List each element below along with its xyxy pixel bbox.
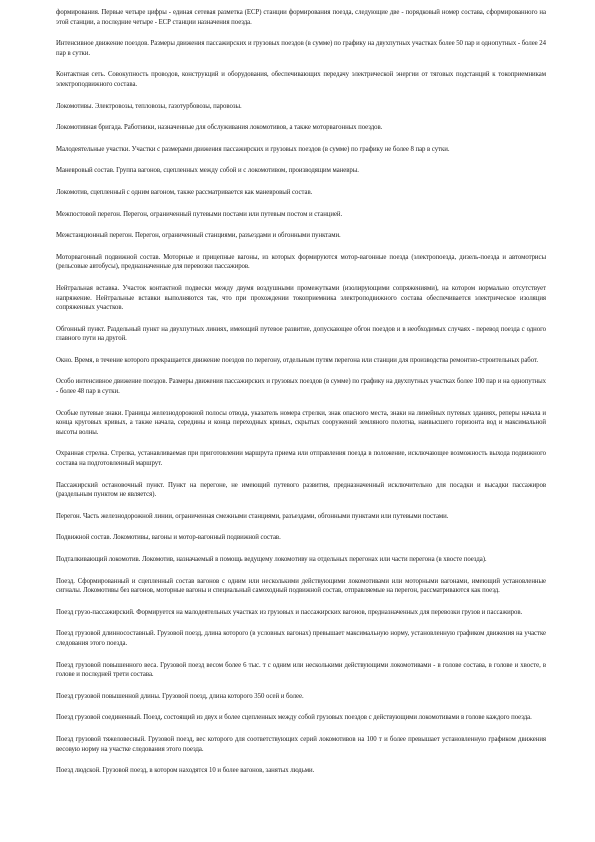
paragraph: Пассажирский остановочный пункт. Пункт на перегоне, не имеющий путевого развития, предназначенный исключительно для посадки и высадки пассажиров (раздельным пунктом не является). [56,481,546,499]
paragraph: Поезд грузовой повышенной длины. Грузовой поезд, длина которого 350 осей и более. [56,692,304,700]
paragraph: Поезд грузовой повышенного веса. Грузовой поезд весом более 6 тыс. т с одним или несколькими действующими локомотивами - в голове состава, в голове и хвосте, в голове и последней трети состава. [56,661,546,679]
paragraph: Интенсивное движение поездов. Размеры движения пассажирских и грузовых поездов (в сумме) по графику на двухпутных участках более 50 пар и однопутных - более 24 пар в сутки. [56,40,546,57]
paragraph: Локомотивная бригада. Работники, назначенные для обслуживания локомотивов, а также моторвагонных поездов. [56,124,383,132]
paragraph: Поезд. Сформированный и сцепленный состав вагонов с одним или несколькими действующими локомотивами или моторными вагонами, имеющий установленные сигналы. Локомотивы без вагонов, моторные вагоны и специальный самоходный подвижной состав, отправляемые на перегон, рассматриваются как поезд. [56,577,546,595]
paragraph: Поезд грузовой тяжеловесный. Грузовой поезд, вес которого для соответствующих серий локомотивов на 100 т и более превышает установленную графиком движения весовую норму на участке следования этого поезда. [56,735,546,753]
paragraph: Перегон. Часть железнодорожной линии, ограниченная смежными станциями, разъездами, обгонными пунктами или путевыми постами. [56,512,449,520]
paragraph: Поезд грузо-пассажирский. Формируется на малодеятельных участках из грузовых и пассажирских вагонов, предназначенных для перевозки грузов и пассажиров. [56,608,523,616]
paragraph: Контактная сеть. Совокупность проводов, конструкций и оборудования, обеспечивающих передачу электрической энергии от тяговых подстанций к токоприемникам электроподвижного состава. [56,71,546,88]
paragraph: Малодеятельные участки. Участки с размерами движения пассажирских и грузовых поездов (в сумме) по графику не более 8 пар в сутки. [56,145,450,153]
document-body [56,8,546,788]
paragraph: Межстанционный перегон. Перегон, ограниченный станциями, разъездами и обгонными пунктами. [56,232,341,240]
paragraph: Подталкивающий локомотив. Локомотив, назначаемый в помощь ведущему локомотиву на отдельных перегонах или части перегона (в хвосте поезда). [56,556,487,563]
paragraph: Поезд грузовой соединенный. Поезд, состоящий из двух и более сцепленных между собой грузовых поездов с действующими локомотивами в голове каждого поезда. [56,714,532,722]
paragraph: Локомотив, сцепленный с одним вагоном, также рассматривается как маневровый состав. [56,188,313,196]
paragraph: Особо интенсивное движение поездов. Размеры движения пассажирских и грузовых поездов (в сумме) по графику на двухпутных участках более 100 пар и на однопутных - более 48 пар в сутки. [56,378,546,396]
paragraph: Нейтральная вставка. Участок контактной подвески между двумя воздушными промежутками (изолирующими сопряжениями), на котором нормально отсутствует напряжение. Нейтральные вставки выполняются так, что при прохождении токоприемника электроподвижного состава обеспечивается электрическое изоляция сопряженных участков. [56,284,546,312]
paragraph: Особые путевые знаки. Границы железнодорожной полосы отвода, указатель номера стрелки, знак опасного места, знаки на линейных путевых зданиях, реперы начала и конца круговых кривых, а также начала, середины и конца переходных кривых, скрытых сооружений земляного полотна, наивысшего горизонта вод и максимальной высоты волны. [56,409,546,436]
paragraph: Поезд людской. Грузовой поезд, в котором находятся 10 и более вагонов, занятых людьми. [56,767,315,775]
paragraph: Маневровый состав. Группа вагонов, сцепленных между собой и с локомотивом, производящим маневры. [56,167,359,175]
paragraph: Подвижной состав. Локомотивы, вагоны и мотор-вагонный подвижной состав. [56,534,281,542]
paragraph: Окно. Время, в течение которого прекращается движение поездов по перегону, отдельным путям перегона или станции для производства ремонтно-строительных работ. [56,356,539,364]
paragraph: Обгонный пункт. Раздельный пункт на двухпутных линиях, имеющий путевое развитие, допускающее обгон поездов и в необходимых случаях - перевод поезда с одного главного пути на другой. [56,325,546,343]
paragraph: Межпостовой перегон. Перегон, ограниченный путевыми постами или путевым постом и станцией. [56,210,343,218]
paragraph: формирования. Первые четыре цифры - единая сетевая разметка (ЕСР) станции формирования поезда, следующие две - порядковый номер состава, сформированного на этой станции, а последние четыре - ЕСР станции назначения поезда. [56,9,546,26]
paragraph: Моторвагонный подвижной состав. Моторные и прицепные вагоны, из которых формируются мотор-вагонные поезда (электропоезда, дизель-поезда и автомотрисы (рельсовые автобусы), предназначенные для перевозки пассажиров. [56,253,546,271]
paragraph: Локомотивы. Электровозы, тепловозы, газотурбовозы, паровозы. [56,102,242,110]
paragraph: Поезд грузовой длинносоставный. Грузовой поезд, длина которого (в условных вагонах) превышает максимальную норму, установленную графиком движения на участке следования этого поезда. [56,630,546,647]
paragraph: Охранная стрелка. Стрелка, устанавливаемая при приготовлении маршрута приема или отправления поезда в положение, исключающее возможность выхода подвижного состава на подготовленный маршрут. [56,450,546,468]
